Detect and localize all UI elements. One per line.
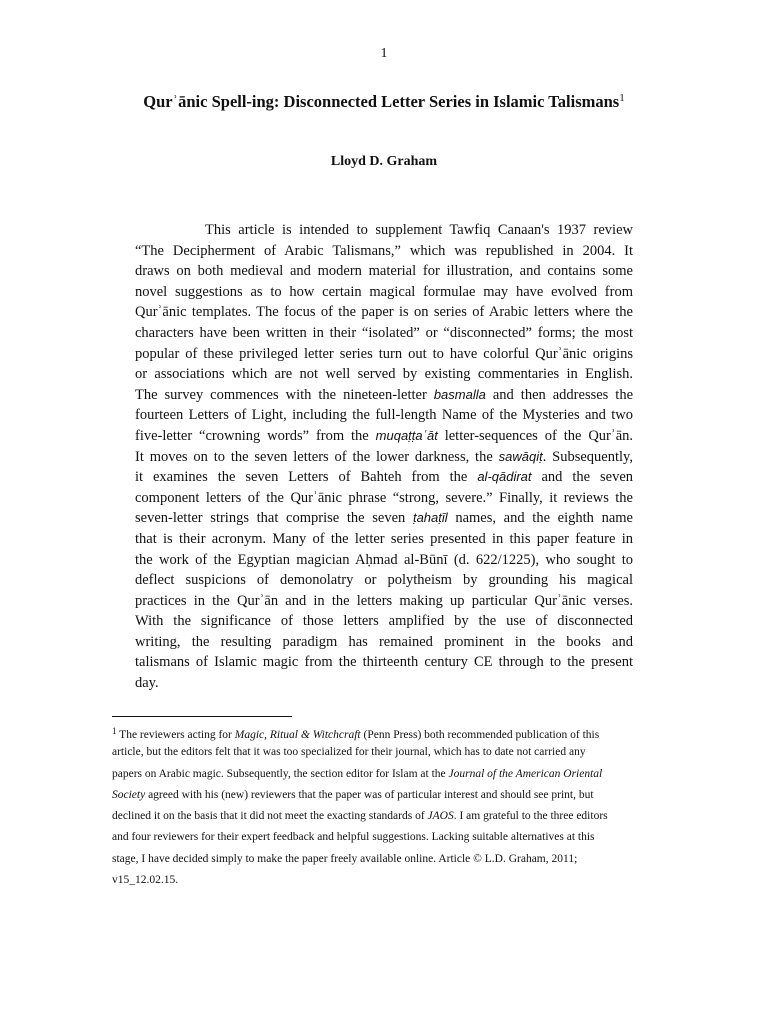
abstract-line (135, 508, 633, 529)
text-segment: five-letter “crowning words” from the (135, 427, 369, 444)
abstract-line: the work of the Egyptian magician Aḥmad al-Būnī (d. 622/1225), who sought to (135, 551, 633, 568)
abstract-line: popular of these privileged letter series turn out to have colorful Qurʾānic origins (135, 345, 633, 362)
footnote-divider (112, 716, 292, 717)
footnote-line (112, 785, 642, 806)
text-segment: It moves on to the seven letters of the lower darkness, the (135, 448, 493, 465)
abstract (135, 220, 633, 694)
abstract-line: This article is intended to supplement Tawfiq Canaan's 1937 review (205, 222, 633, 238)
abstract-line (135, 426, 633, 447)
abstract-line: fourteen Letters of Light, including the full-length Name of the Mysteries and two (135, 407, 633, 424)
text-segment: seven-letter strings that comprise the seven (135, 510, 406, 527)
abstract-line: Qurʾānic templates. The focus of the paper is on series of Arabic letters where the (135, 304, 633, 321)
text-segment: it examines the seven Letters of Bahteh from the (135, 469, 468, 486)
abstract-line: talismans of Islamic magic from the thirteenth century CE through to the present (135, 654, 633, 671)
footnote-line: article, but the editors felt that it was too specialized for their journal, which has to date not carried any (112, 746, 586, 759)
abstract-line: practices in the Qurʾān and in the letters making up particular Qurʾānic verses. (135, 592, 633, 609)
footnote-line: v15_12.02.15. (112, 874, 179, 887)
title-footnote-marker[interactable]: 1 (619, 92, 625, 104)
footnote-line (112, 764, 642, 785)
text-segment: (Penn Press) both recommended publication of this (363, 729, 600, 741)
abstract-line: characters have been written in their “isolated” or “disconnected” forms; the most (135, 324, 633, 341)
footnote-marker: 1 (112, 726, 117, 736)
text-segment: . Subsequently, (542, 448, 633, 465)
abstract-line (135, 447, 633, 468)
abstract-line: With the significance of those letters amplified by the use of disconnected (135, 613, 633, 630)
abstract-line (135, 467, 633, 488)
abstract-line: that is their acronym. Many of the letter series presented in this paper feature in (135, 530, 633, 547)
abstract-line: component letters of the Qurʾānic phrase “strong, severe.” Finally, it reviews the (135, 489, 633, 506)
abstract-line: “The Decipherment of Arabic Talismans,” which was republished in 2004. It (135, 242, 633, 259)
text-segment: papers on Arabic magic. Subsequently, the section editor for Islam at the (112, 767, 446, 780)
abstract-line: deflect suspicions of demonolatry or polytheism by grounding his magical (135, 572, 633, 589)
text-segment: . I am grateful to the three editors (453, 810, 608, 823)
term-sawaqit: sawāqiṭ (498, 448, 543, 464)
abstract-line (135, 385, 633, 406)
text-segment: names, and the eighth name (455, 510, 633, 527)
text-segment: The survey commences with the nineteen-letter (135, 386, 427, 403)
journal-abbreviation: JAOS (427, 810, 454, 823)
text-segment: and the seven (541, 469, 634, 486)
term-tahatil: ṭahaṭīl (412, 510, 448, 526)
text-segment: letter-sequences of the Qurʾān. (444, 427, 634, 444)
abstract-line: day. (135, 675, 159, 692)
journal-name: Society (112, 788, 146, 801)
paper-title (0, 92, 768, 112)
journal-name: Magic, Ritual & Witchcraft (234, 729, 361, 741)
text-segment: agreed with his (new) reviewers that the paper was of particular interest and should see print, but (148, 788, 594, 801)
journal-name: Journal of the American Oriental (448, 767, 603, 780)
abstract-line: or associations which are not well served by existing commentaries in English. (135, 366, 633, 383)
footnote-line: and four reviewers for their expert feedback and helpful suggestions. Lacking suitable alternatives at this (112, 831, 595, 844)
text-segment: The reviewers acting for (119, 729, 232, 741)
page-number: 1 (380, 46, 388, 61)
footnote-line (112, 721, 642, 742)
term-basmalla: basmalla (433, 386, 486, 402)
text-segment: and then addresses the (492, 386, 634, 403)
title-text: Qurʾānic Spell-ing: Disconnected Letter Series in Islamic Talismans (143, 92, 620, 111)
author-name: Lloyd D. Graham (330, 154, 438, 169)
footnote (112, 721, 642, 891)
abstract-line: draws on both medieval and modern material for illustration, and contains some (135, 263, 633, 280)
footnote-line (112, 806, 642, 827)
footnote-line: stage, I have decided simply to make the paper freely available online. Article © L.D. Graham, 2011; (112, 852, 578, 865)
term-muqattaat: muqaṭṭaʿāt (375, 427, 438, 443)
term-al-qadirat: al-qādirat (477, 469, 532, 485)
text-segment: declined it on the basis that it did not meet the exacting standards of (112, 810, 425, 823)
abstract-line: novel suggestions as to how certain magical formulae may have evolved from (135, 283, 633, 300)
abstract-line: writing, the resulting paradigm has remained prominent in the books and (135, 633, 633, 650)
